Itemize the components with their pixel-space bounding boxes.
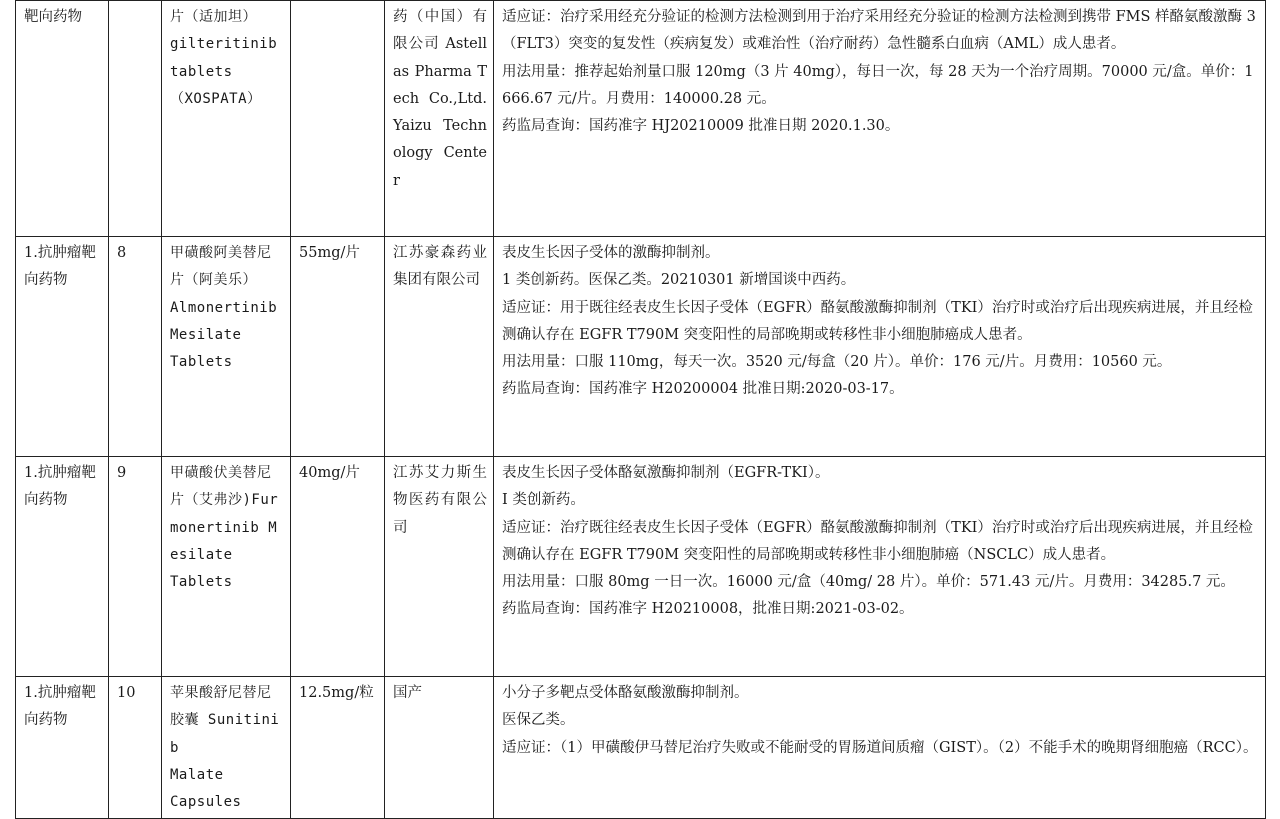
- drug-name-line: Mesilate: [170, 326, 242, 343]
- drug-name-line: gilteritinib: [170, 36, 278, 53]
- spec-cell: 12.5mg/粒: [291, 677, 385, 819]
- description-line: 表皮生长因子受体酪氨激酶抑制剂（EGFR-TKI）。: [502, 465, 830, 481]
- spec-cell: [291, 1, 385, 237]
- drug-name-line: Almonertinib: [170, 299, 278, 316]
- number-cell: 9: [109, 457, 162, 677]
- description-line: 用法用量：口服 80mg 一日一次。16000 元/盒（40mg/ 28 片）。单价：571.43 元/片。月费用：34285.7 元。: [502, 574, 1235, 591]
- drug-name-line: （XOSPATA）: [170, 90, 262, 107]
- drug-name-line: Tablets: [170, 354, 233, 371]
- description-line: 适应证：治疗既往经表皮生长因子受体（EGFR）酪氨酸激酶抑制剂（TKI）治疗时或治疗后出现疾病进展，并且经检测确认存在 EGFR T790M 突变阳性的局部晚期或转移性非小细胞肺癌（NSCLC）成人患者。: [502, 519, 1253, 563]
- description-line: I 类创新药。: [502, 492, 585, 509]
- description-line: 适应证：用于既往经表皮生长因子受体（EGFR）酪氨酸激酶抑制剂（TKI）治疗时或治疗后出现疾病进展，并且经检测确认存在 EGFR T790M 突变阳性的局部晚期或转移性非小细胞肺癌成人患者。: [502, 299, 1253, 343]
- manufacturer-cell: 江苏艾力斯生物医药有限公司: [385, 457, 494, 677]
- description-line: 用法用量：推荐起始剂量口服 120mg（3 片 40mg），每日一次，每 28 天为一个治疗周期。70000 元/盒。单价：1666.67 元/片。月费用：140000.28 元。: [502, 63, 1254, 107]
- description-cell: [494, 677, 1266, 819]
- table-row: [16, 677, 1266, 819]
- table-row: [16, 1, 1266, 237]
- number-cell: 8: [109, 237, 162, 457]
- manufacturer-cell: 江苏豪森药业集团有限公司: [385, 237, 494, 457]
- drug-name-line: 片（适加坦）: [170, 9, 257, 25]
- drug-name-cell: [162, 677, 291, 819]
- description-line: 用法用量：口服 110mg，每天一次。3520 元/每盒（20 片）。单价：176 元/片。月费用：10560 元。: [502, 354, 1172, 371]
- spec-cell: 40mg/片: [291, 457, 385, 677]
- description-line: 药监局查询：国药准字 H20210008，批准日期:2021-03-02。: [502, 601, 914, 618]
- category-cell: 靶向药物: [16, 1, 109, 237]
- description-line: 小分子多靶点受体酪氨酸激酶抑制剂。: [502, 685, 749, 701]
- number-cell: [109, 1, 162, 237]
- drug-name-cell: [162, 457, 291, 677]
- table-row: [16, 457, 1266, 677]
- table-row: [16, 237, 1266, 457]
- drug-name-cell: [162, 237, 291, 457]
- description-line: 药监局查询：国药准字 H20200004 批准日期:2020-03-17。: [502, 381, 904, 398]
- drug-name-line: 苹果酸舒尼替尼胶囊 Sunitinib: [170, 685, 280, 756]
- drug-name-line: tablets: [170, 63, 233, 80]
- drug-name-line: 甲磺酸伏美替尼片（艾弗沙)Furmonertinib Mesilate: [170, 465, 279, 563]
- drug-name-line: Tablets: [170, 574, 233, 591]
- description-line: 适应证：治疗采用经充分验证的检测方法检测到用于治疗采用经充分验证的检测方法检测到携带 FMS 样酪氨酸激酶 3（FLT3）突变的复发性（疾病复发）或难治性（治疗耐药）急性髓系白血病（AML）成人患者。: [502, 9, 1256, 53]
- category-cell: 1.抗肿瘤靶向药物: [16, 457, 109, 677]
- spec-cell: 55mg/片: [291, 237, 385, 457]
- category-cell: 1.抗肿瘤靶向药物: [16, 237, 109, 457]
- drug-name-cell: [162, 1, 291, 237]
- description-line: 医保乙类。: [502, 712, 575, 729]
- manufacturer-cell: 药（中国）有限公司 Astellas Pharma Tech Co.,Ltd. Yaizu Technology Center: [385, 1, 494, 237]
- description-line: 表皮生长因子受体的激酶抑制剂。: [502, 245, 720, 261]
- drug-name-line: Malate: [170, 766, 224, 783]
- description-line: 适应证：（1）甲磺酸伊马替尼治疗失败或不能耐受的胃肠道间质瘤（GIST）。（2）不能手术的晚期肾细胞癌（RCC）。: [502, 739, 1258, 756]
- description-cell: [494, 237, 1266, 457]
- drug-name-line: Capsules: [170, 794, 242, 811]
- description-line: 1 类创新药。医保乙类。20210301 新增国谈中西药。: [502, 272, 856, 289]
- drug-name-line: 甲磺酸阿美替尼片（阿美乐）: [170, 245, 272, 289]
- description-cell: [494, 457, 1266, 677]
- number-cell: 10: [109, 677, 162, 819]
- description-line: 药监局查询：国药准字 HJ20210009 批准日期 2020.1.30。: [502, 118, 900, 135]
- drug-table: [15, 0, 1266, 819]
- category-cell: 1.抗肿瘤靶向药物: [16, 677, 109, 819]
- manufacturer-cell: 国产: [385, 677, 494, 819]
- description-cell: [494, 1, 1266, 237]
